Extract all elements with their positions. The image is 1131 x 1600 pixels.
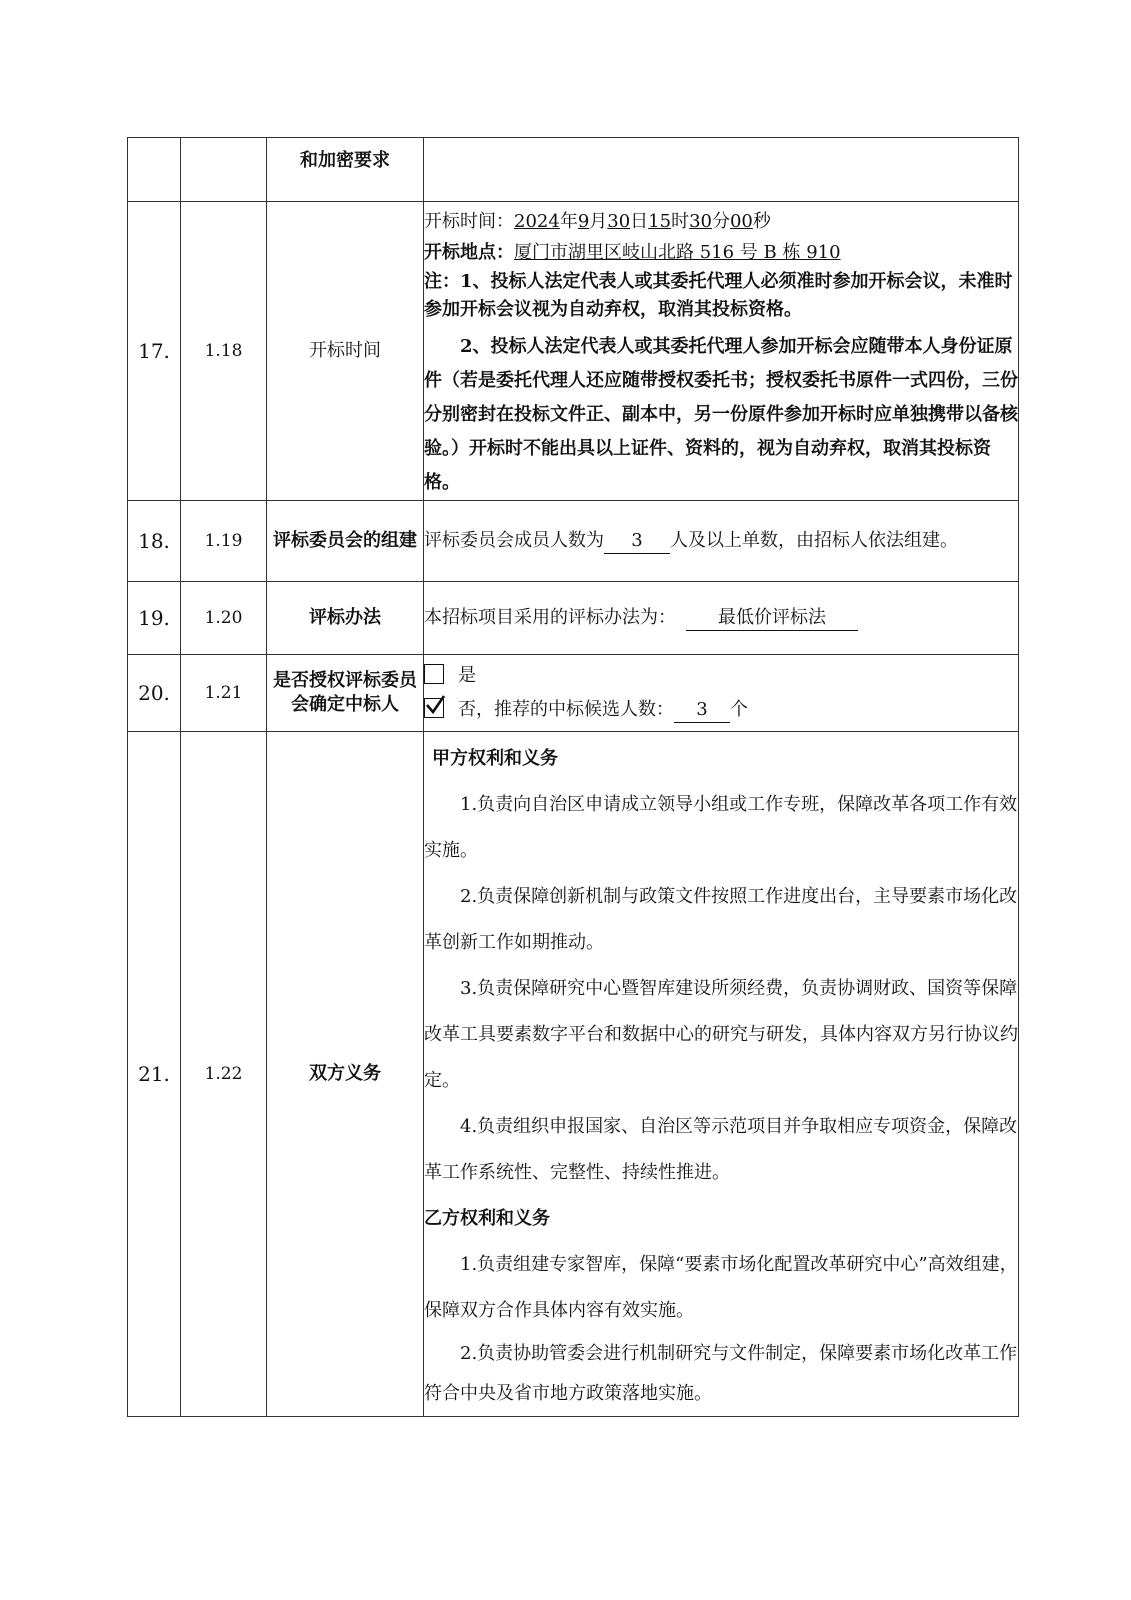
item-name: 评标办法 bbox=[267, 582, 424, 655]
bidding-table bbox=[127, 137, 1019, 1417]
option-no: 否，推荐的中标候选人数： 3 个 bbox=[424, 693, 1018, 727]
table-row bbox=[128, 202, 1019, 501]
row-number: 19. bbox=[128, 582, 181, 655]
table-row bbox=[128, 655, 1019, 732]
party-b-title: 乙方权利和义务 bbox=[424, 1208, 550, 1229]
table-row bbox=[128, 732, 1019, 1417]
table-row bbox=[128, 501, 1019, 582]
party-b-item: 1.负责组建专家智库，保障“要素市场化配置改革研究中心”高效组建，保障双方合作具体内容有效实施。 bbox=[424, 1254, 1018, 1321]
row-number: 18. bbox=[128, 501, 181, 582]
party-b-item: 2.负责协助管委会进行机制研究与文件制定，保障要素市场化改革工作符合中央及省市地方政策落地实施。 bbox=[424, 1343, 1018, 1404]
opening-time: 开标时间：2024年9月30日15时30分00秒 bbox=[424, 211, 771, 232]
item-name: 和加密要求 bbox=[267, 138, 424, 202]
section-number bbox=[181, 138, 267, 202]
member-count-blank: 3 bbox=[604, 529, 670, 554]
table-row bbox=[128, 138, 1019, 202]
item-name: 双方义务 bbox=[267, 732, 424, 1417]
party-a-item: 4.负责组织申报国家、自治区等示范项目并争取相应专项资金，保障改革工作系统性、完整性、持续性推进。 bbox=[424, 1116, 1018, 1183]
section-number: 1.22 bbox=[181, 732, 267, 1417]
party-a-item: 1.负责向自治区申请成立领导小组或工作专班，保障改革各项工作有效实施。 bbox=[424, 794, 1018, 861]
candidate-count-blank: 3 bbox=[674, 698, 730, 723]
item-content: 评标委员会成员人数为 3 人及以上单数，由招标人依法组建。 bbox=[424, 501, 1019, 582]
item-name: 开标时间 bbox=[267, 202, 424, 501]
section-number: 1.18 bbox=[181, 202, 267, 501]
item-content bbox=[424, 202, 1019, 501]
item-name: 评标委员会的组建 bbox=[267, 501, 424, 582]
row-number: 20. bbox=[128, 655, 181, 732]
opening-location: 开标地点：厦门市湖里区岐山北路 516 号 B 栋 910 bbox=[424, 242, 841, 263]
table-row bbox=[128, 582, 1019, 655]
section-number: 1.20 bbox=[181, 582, 267, 655]
item-content bbox=[424, 655, 1019, 732]
party-a-item: 3.负责保障研究中心暨智库建设所须经费，负责协调财政、国资等保障改革工具要素数字平台和数据中心的研究与研发，具体内容双方另行协议约定。 bbox=[424, 978, 1018, 1091]
item-content: 本招标项目采用的评标办法为： 最低价评标法 bbox=[424, 582, 1019, 655]
row-number: 17. bbox=[128, 202, 181, 501]
option-yes: 是 bbox=[424, 659, 1018, 693]
note-1: 注：1、投标人法定代表人或其委托代理人必须准时参加开标会议，未准时参加开标会议视为自动弃权，取消其投标资格。 bbox=[424, 271, 1013, 320]
item-name: 是否授权评标委员会确定中标人 bbox=[267, 655, 424, 732]
row-number: 21. bbox=[128, 732, 181, 1417]
item-content bbox=[424, 732, 1019, 1417]
party-a-title: 甲方权利和义务 bbox=[432, 748, 558, 769]
section-number: 1.21 bbox=[181, 655, 267, 732]
row-number bbox=[128, 138, 181, 202]
section-number: 1.19 bbox=[181, 501, 267, 582]
evaluation-method-blank: 最低价评标法 bbox=[686, 606, 858, 631]
party-a-item: 2.负责保障创新机制与政策文件按照工作进度出台，主导要素市场化改革创新工作如期推动。 bbox=[424, 886, 1018, 953]
note-2: 2、投标人法定代表人或其委托代理人参加开标会应随带本人身份证原件（若是委托代理人还应随带授权委托书；授权委托书原件一式四份，三份分别密封在投标文件正、副本中，另一份原件参加开标时应单独携带以备核验。）开标时不能出具以上证件、资料的，视为自动弃权，取消其投标资格。 bbox=[424, 336, 1018, 493]
checkbox-checked-icon bbox=[424, 698, 444, 718]
item-content bbox=[424, 138, 1019, 202]
checkbox-unchecked-icon bbox=[424, 664, 444, 684]
